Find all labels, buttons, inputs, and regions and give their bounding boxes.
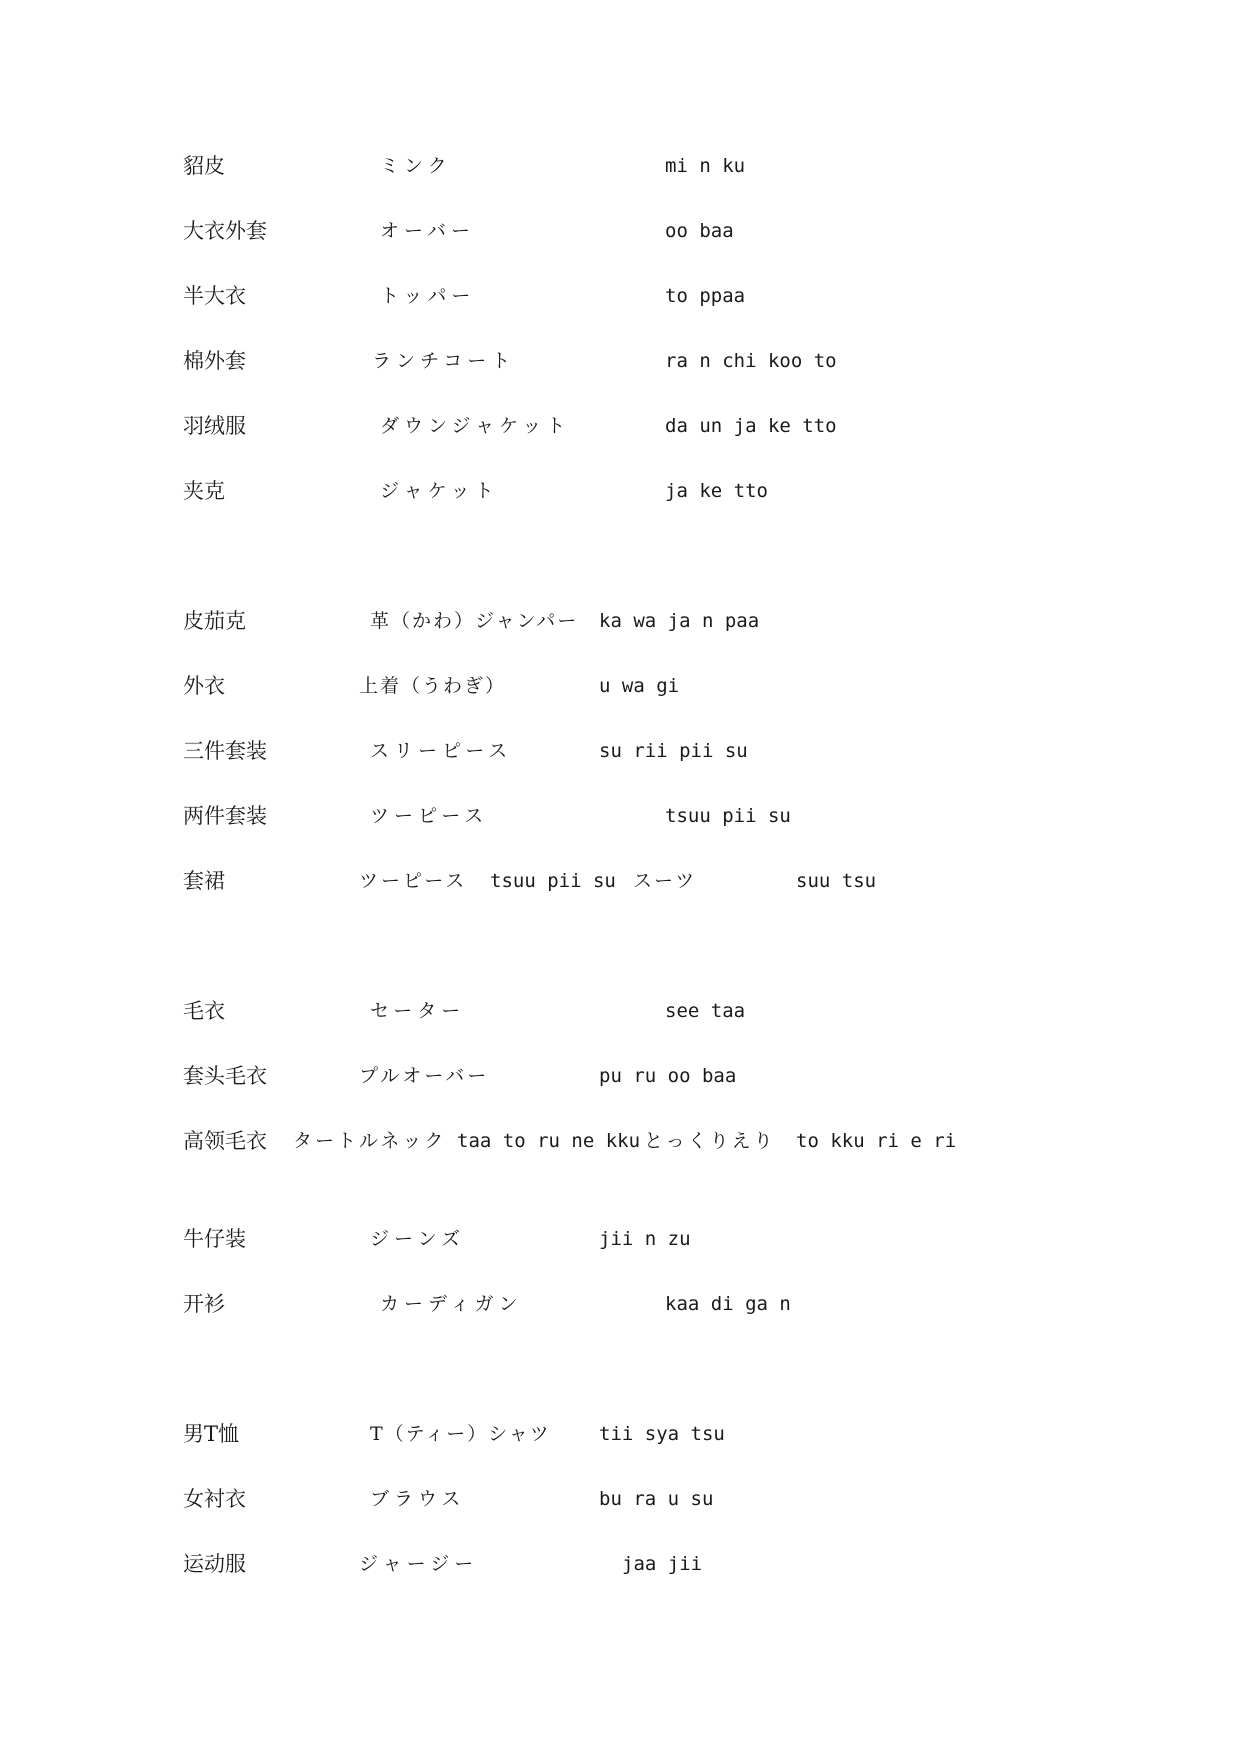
japanese-term: プルオーバー [359, 1065, 490, 1087]
japanese-term: ミンク [380, 155, 452, 177]
list-item [0, 861, 1241, 901]
chinese-term: 夹克 [183, 479, 225, 503]
japanese-term: T（ティー）シャツ [370, 1423, 551, 1445]
chinese-term: 皮茄克 [183, 609, 246, 633]
japanese-term: カーディガン [380, 1293, 523, 1315]
chinese-term: 半大衣 [183, 284, 246, 308]
chinese-term: 毛衣 [183, 999, 225, 1023]
chinese-term: 外衣 [183, 674, 225, 698]
romaji: pu ru oo baa [599, 1065, 737, 1087]
japanese-term: ブラウス [370, 1488, 466, 1510]
japanese-term-alt: スーツ [633, 870, 698, 892]
japanese-term: ジーンズ [370, 1228, 466, 1250]
romaji-alt: suu tsu [796, 870, 877, 892]
romaji: su rii pii su [599, 740, 748, 762]
romaji: ka wa ja n paa [599, 610, 760, 632]
list-item [0, 1479, 1241, 1519]
list-item [0, 1219, 1241, 1259]
chinese-term: 棉外套 [183, 349, 246, 373]
list-item [0, 991, 1241, 1031]
japanese-term: セーター [370, 1000, 466, 1022]
japanese-term: オーバー [380, 220, 476, 242]
romaji: ja ke tto [665, 480, 768, 502]
romaji: ra n chi koo to [665, 350, 837, 372]
list-item [0, 796, 1241, 836]
japanese-term: 革（かわ）ジャンパー [370, 610, 579, 632]
japanese-term-alt: とっくりえり [644, 1130, 776, 1152]
japanese-term: タートルネック [293, 1130, 447, 1152]
romaji: jaa jii [622, 1553, 703, 1575]
romaji: taa to ru ne kku [457, 1130, 641, 1152]
chinese-term: 套裙 [183, 869, 225, 893]
chinese-term: 三件套装 [183, 739, 267, 763]
chinese-term: 女衬衣 [183, 1487, 246, 1511]
chinese-term: 男T恤 [183, 1422, 240, 1446]
chinese-term: 开衫 [183, 1292, 225, 1316]
romaji: tsuu pii su [665, 805, 791, 827]
chinese-term: 运动服 [183, 1552, 246, 1576]
list-item [0, 406, 1241, 446]
chinese-term: 大衣外套 [183, 219, 267, 243]
list-item [0, 1056, 1241, 1096]
romaji: jii n zu [599, 1228, 691, 1250]
romaji: see taa [665, 1000, 746, 1022]
list-item [0, 1284, 1241, 1324]
list-item [0, 146, 1241, 186]
chinese-term: 羽绒服 [183, 414, 246, 438]
romaji: u wa gi [599, 675, 680, 697]
chinese-term: 套头毛衣 [183, 1064, 267, 1088]
list-item [0, 1414, 1241, 1454]
romaji: tii sya tsu [599, 1423, 725, 1445]
chinese-term: 牛仔装 [183, 1227, 246, 1251]
list-item [0, 211, 1241, 251]
list-item [0, 666, 1241, 706]
romaji: to ppaa [665, 285, 746, 307]
japanese-term: ジャケット [380, 480, 499, 502]
japanese-term: ツーピース [370, 805, 489, 827]
romaji: mi n ku [665, 155, 746, 177]
japanese-term: ランチコート [372, 350, 516, 372]
japanese-term: 上着（うわぎ） [359, 675, 507, 697]
list-item [0, 276, 1241, 316]
list-item [0, 1544, 1241, 1584]
romaji: tsuu pii su [490, 870, 616, 892]
japanese-term: ツーピース [359, 870, 468, 892]
list-item [0, 471, 1241, 511]
japanese-term: トッパー [380, 285, 476, 307]
list-item [0, 731, 1241, 771]
list-item [0, 601, 1241, 641]
romaji: da un ja ke tto [665, 415, 837, 437]
chinese-term: 两件套装 [183, 804, 267, 828]
japanese-term: スリーピース [370, 740, 513, 762]
list-item [0, 1121, 1241, 1161]
romaji: oo baa [665, 220, 734, 242]
romaji: bu ra u su [599, 1488, 714, 1510]
japanese-term: ジャージー [359, 1553, 479, 1575]
chinese-term: 高领毛衣 [183, 1129, 267, 1153]
romaji-alt: to kku ri e ri [796, 1130, 957, 1152]
list-item [0, 341, 1241, 381]
romaji: kaa di ga n [665, 1293, 791, 1315]
chinese-term: 貂皮 [183, 154, 225, 178]
japanese-term: ダウンジャケット [380, 415, 571, 437]
